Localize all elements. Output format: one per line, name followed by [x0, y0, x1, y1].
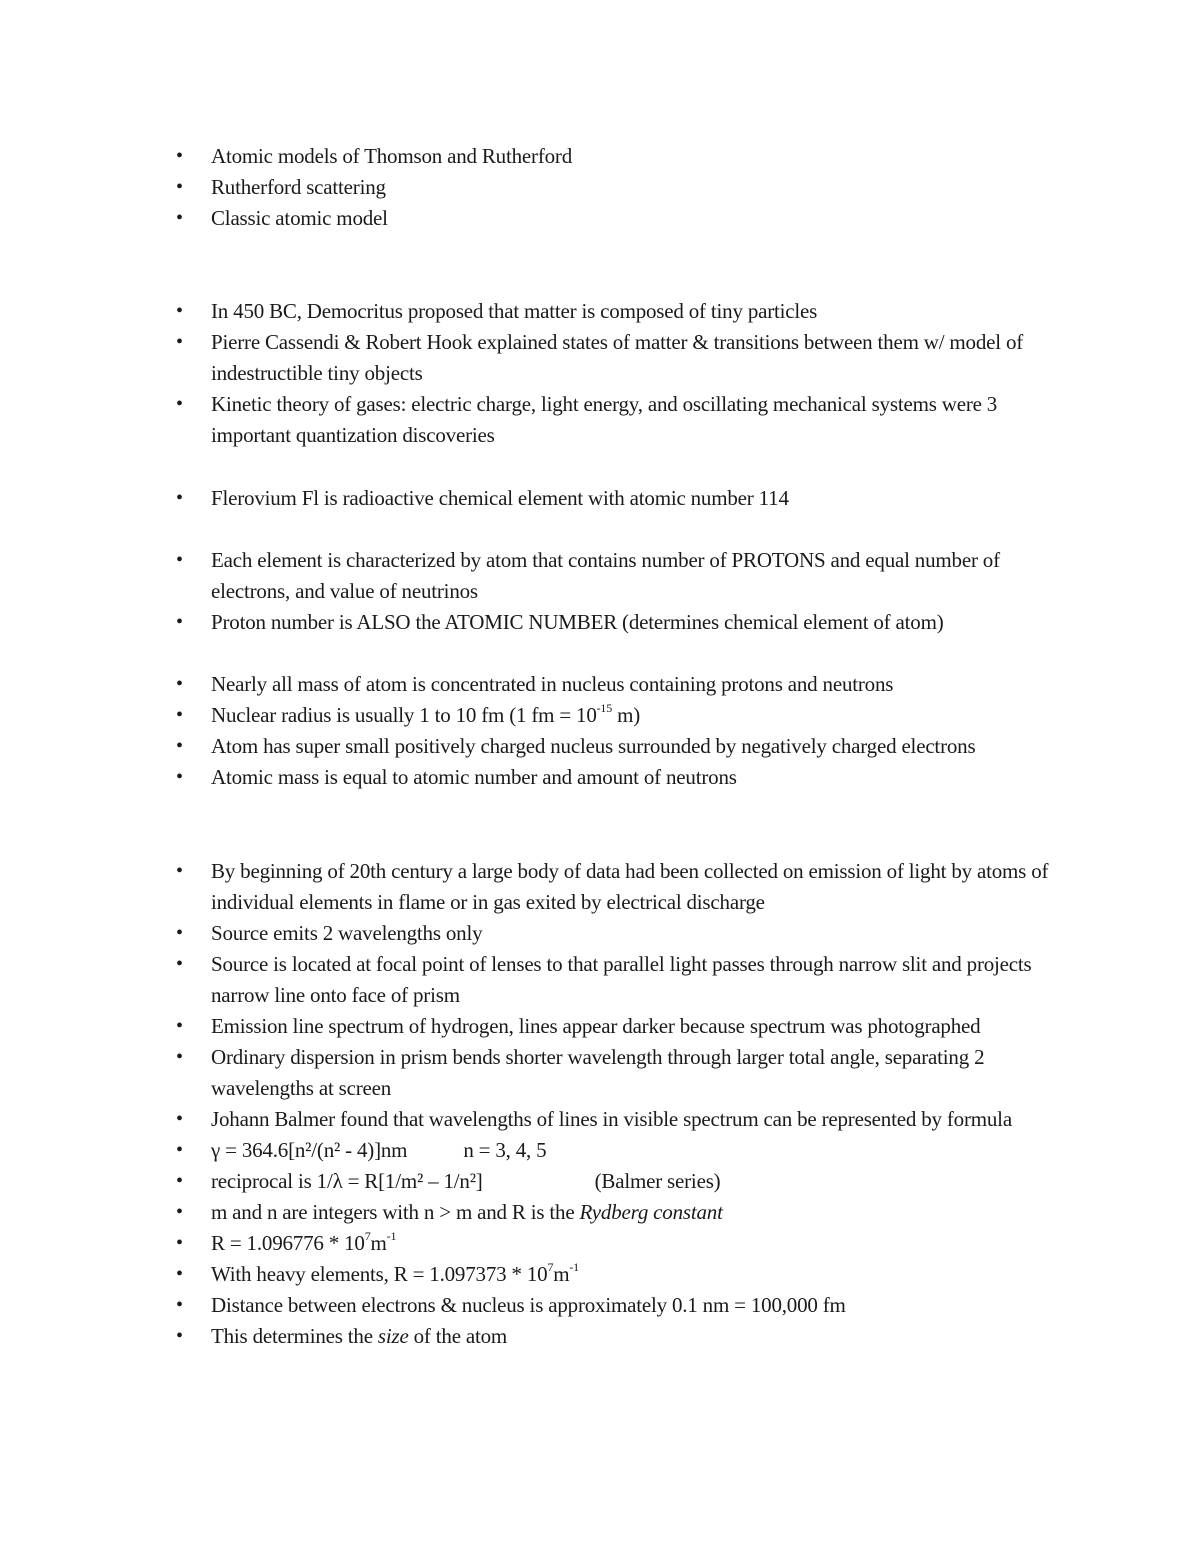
list-item-text: Nuclear radius is usually 1 to 10 fm (1 fm = 10 — [211, 703, 597, 727]
list-item — [0, 1259, 1061, 1290]
reciprocal-formula: reciprocal is 1/λ = R[1/m² – 1/n²] — [211, 1169, 483, 1193]
list-item — [0, 545, 1061, 607]
bullet-icon: • — [176, 1108, 183, 1130]
list-item — [0, 483, 1061, 514]
bullet-icon: • — [176, 1046, 183, 1068]
list-item-text: By beginning of 20th century a large body of data had been collected on emission of light by atoms of individual elements in flame or in gas exited by electrical discharge — [211, 859, 1049, 914]
bullet-icon: • — [176, 145, 183, 167]
list-item — [0, 856, 1061, 918]
list-item-text: Johann Balmer found that wavelengths of lines in visible spectrum can be represented by formula — [211, 1107, 1012, 1131]
list-item — [0, 296, 1061, 327]
list-item — [0, 762, 1061, 793]
list-item — [0, 1321, 1061, 1352]
bullet-list-history — [0, 296, 1200, 451]
list-item-text: Atom has super small positively charged nucleus surrounded by negatively charged electrons — [211, 734, 976, 758]
bullet-icon: • — [176, 611, 183, 633]
superscript: 7 — [547, 1260, 554, 1274]
bullet-icon: • — [176, 1263, 183, 1285]
list-item-text: This determines the — [211, 1324, 378, 1348]
list-item — [0, 669, 1061, 700]
bullet-list-topics — [0, 141, 1200, 234]
list-item-text: Source emits 2 wavelengths only — [211, 921, 483, 945]
superscript: -1 — [386, 1229, 397, 1243]
list-item-text-unit: m — [553, 1262, 570, 1286]
bullet-list-nucleus — [0, 669, 1200, 793]
list-item — [0, 1104, 1061, 1135]
list-item — [0, 949, 1061, 1011]
list-item — [0, 918, 1061, 949]
list-item — [0, 1042, 1061, 1104]
bullet-icon: • — [176, 1139, 183, 1161]
list-item — [0, 141, 1061, 172]
list-item-text: Source is located at focal point of lenses to that parallel light passes through narrow slit and projects narrow line onto face of prism — [211, 952, 1032, 1007]
list-item-text-unit: m — [370, 1231, 387, 1255]
list-item-text: Flerovium Fl is radioactive chemical element with atomic number 114 — [211, 486, 789, 510]
bullet-icon: • — [176, 673, 183, 695]
bullet-icon: • — [176, 953, 183, 975]
bullet-icon: • — [176, 1232, 183, 1254]
bullet-icon: • — [176, 331, 183, 353]
superscript: -15 — [596, 701, 613, 715]
formula-note: n = 3, 4, 5 — [463, 1138, 547, 1162]
list-item-text: R = 1.096776 * 10 — [211, 1231, 365, 1255]
list-item — [0, 172, 1061, 203]
bullet-icon: • — [176, 1325, 183, 1347]
bullet-icon: • — [176, 487, 183, 509]
list-item-text: Proton number is ALSO the ATOMIC NUMBER (determines chemical element of atom) — [211, 610, 944, 634]
superscript: 7 — [364, 1229, 371, 1243]
list-item — [0, 1290, 1061, 1321]
list-item-text: Pierre Cassendi & Robert Hook explained states of matter & transitions between them w/ model of indestructible tiny objects — [211, 330, 1024, 385]
list-item-text: In 450 BC, Democritus proposed that matter is composed of tiny particles — [211, 299, 818, 323]
list-item-text: m and n are integers with n > m and R is the — [211, 1200, 580, 1224]
list-item-text: Nearly all mass of atom is concentrated in nucleus containing protons and neutrons — [211, 672, 894, 696]
bullet-icon: • — [176, 860, 183, 882]
superscript: -1 — [569, 1260, 579, 1274]
list-item-text: Atomic mass is equal to atomic number and amount of neutrons — [211, 765, 737, 789]
bullet-list-spectra — [0, 856, 1200, 1352]
list-item — [0, 327, 1061, 389]
bullet-icon: • — [176, 1170, 183, 1192]
bullet-icon: • — [176, 766, 183, 788]
bullet-list-elements — [0, 545, 1200, 638]
list-item-text-suffix: m) — [612, 703, 641, 727]
emphasis-text: Rydberg constant — [579, 1200, 723, 1224]
bullet-list-flerovium — [0, 483, 1200, 514]
emphasis-text: size — [377, 1324, 409, 1348]
bullet-icon: • — [176, 1015, 183, 1037]
list-item — [0, 607, 1061, 638]
list-item-text-suffix: of the atom — [408, 1324, 508, 1348]
formula-note: (Balmer series) — [594, 1169, 721, 1193]
bullet-icon: • — [176, 300, 183, 322]
list-item — [0, 1011, 1061, 1042]
list-item-text: Rutherford scattering — [211, 175, 386, 199]
list-item — [0, 1228, 1061, 1259]
list-item-text: Distance between electrons & nucleus is approximately 0.1 nm = 100,000 fm — [211, 1293, 846, 1317]
list-item — [0, 1166, 1061, 1197]
list-item — [0, 1197, 1061, 1228]
list-item — [0, 731, 1061, 762]
list-item — [0, 1135, 1061, 1166]
list-item — [0, 700, 1061, 731]
balmer-formula: γ = 364.6[n²/(n² - 4)]nm — [211, 1138, 408, 1162]
list-item — [0, 203, 1061, 234]
bullet-icon: • — [176, 393, 183, 415]
list-item-text: Each element is characterized by atom that contains number of PROTONS and equal number of electrons, and value of neutrinos — [211, 548, 1000, 603]
list-item-text: Atomic models of Thomson and Rutherford — [211, 144, 573, 168]
bullet-icon: • — [176, 549, 183, 571]
list-item-text: Ordinary dispersion in prism bends shorter wavelength through larger total angle, separating 2 wavelengths at screen — [211, 1045, 985, 1100]
list-item-text: With heavy elements, R = 1.097373 * 10 — [211, 1262, 548, 1286]
bullet-icon: • — [176, 176, 183, 198]
bullet-icon: • — [176, 1294, 183, 1316]
bullet-icon: • — [176, 1201, 183, 1223]
list-item-text: Classic atomic model — [211, 206, 388, 230]
list-item — [0, 389, 1061, 451]
list-item-text: Emission line spectrum of hydrogen, lines appear darker because spectrum was photographed — [211, 1014, 981, 1038]
bullet-icon: • — [176, 207, 183, 229]
list-item-text: Kinetic theory of gases: electric charge, light energy, and oscillating mechanical systems were 3 important quantization discoveries — [211, 392, 998, 447]
bullet-icon: • — [176, 922, 183, 944]
bullet-icon: • — [176, 735, 183, 757]
bullet-icon: • — [176, 704, 183, 726]
